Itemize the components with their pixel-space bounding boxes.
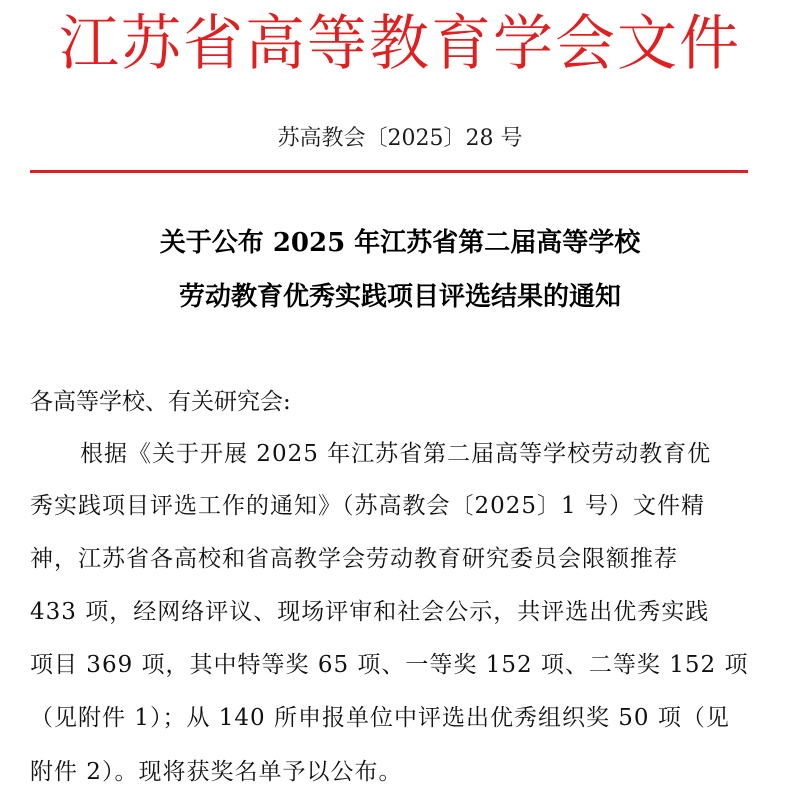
paragraph-line: 秀实践项目评选工作的通知》（苏高教会〔2025〕1 号）文件精 bbox=[30, 493, 705, 519]
paragraph-line: 根据《关于开展 2025 年江苏省第二届高等学校劳动教育优 bbox=[80, 441, 712, 467]
notice-title-line-1: 关于公布 2025 年江苏省第二届高等学校 bbox=[159, 228, 641, 258]
red-divider-line bbox=[30, 170, 748, 173]
document-number: 苏高教会〔2025〕28 号 bbox=[277, 126, 523, 151]
org-document-header: 江苏省高等教育学会文件 bbox=[59, 9, 741, 79]
paragraph-line: 项目 369 项，其中特等奖 65 项、一等奖 152 项、二等奖 152 项 bbox=[30, 652, 749, 678]
notice-title-line-2: 劳动教育优秀实践项目评选结果的通知 bbox=[178, 282, 621, 312]
salutation: 各高等学校、有关研究会: bbox=[30, 389, 291, 415]
paragraph-line: 神，江苏省各高校和省高教学会劳动教育研究委员会限额推荐 bbox=[30, 546, 678, 572]
paragraph-line: （见附件 1）；从 140 所申报单位中评选出优秀组织奖 50 项（见 bbox=[30, 705, 730, 731]
paragraph-line: 433 项，经网络评议、现场评审和社会公示，共评选出优秀实践 bbox=[30, 599, 710, 625]
paragraph-line: 附件 2）。现将获奖名单予以公布。 bbox=[30, 759, 403, 785]
